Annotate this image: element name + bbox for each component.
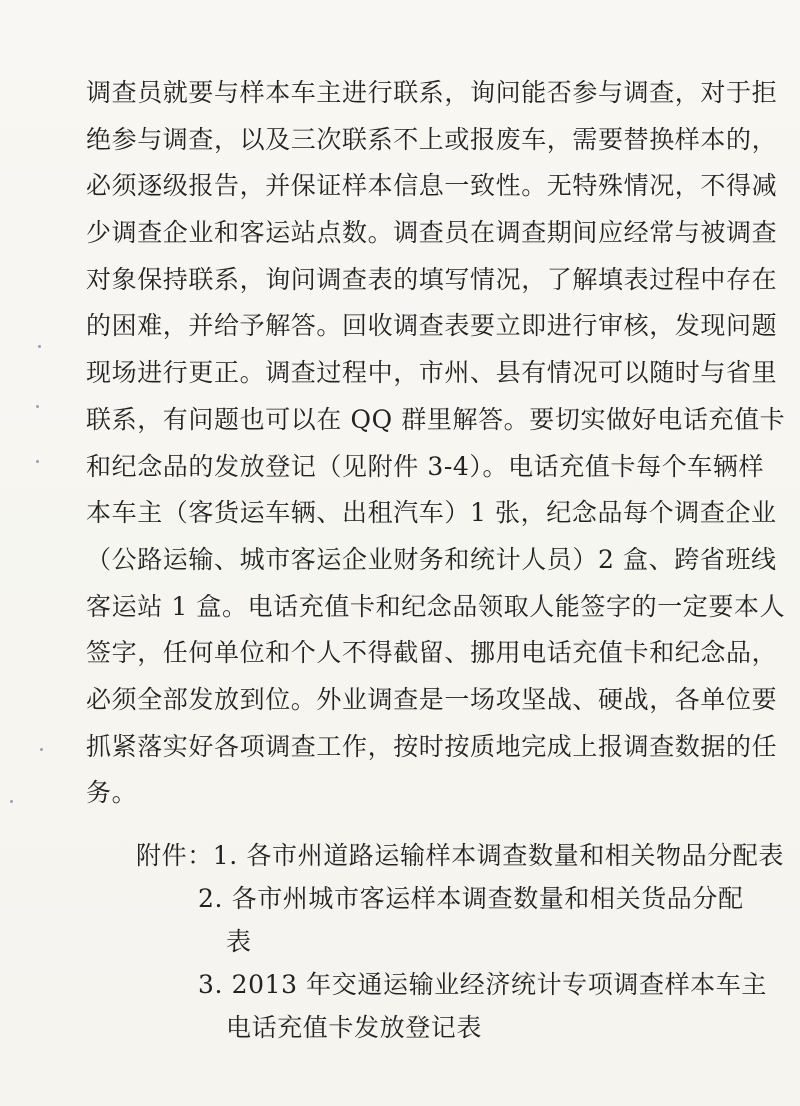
paragraph-line: 务。 bbox=[86, 778, 138, 808]
paragraph-line: 少调查企业和客运站点数。调查员在调查期间应经常与被调查 bbox=[86, 218, 778, 248]
paragraph-line: 调查员就要与样本车主进行联系，询问能否参与调查，对于拒 bbox=[86, 78, 778, 107]
scan-speck bbox=[40, 748, 43, 751]
attachments-list bbox=[136, 834, 785, 1049]
attachment-item-2: 2. 各市州城市客运样本调查数量和相关货品分配 bbox=[198, 884, 744, 913]
paragraph-line: 必须全部发放到位。外业调查是一场攻坚战、硬战，各单位要 bbox=[86, 684, 778, 714]
attachment-item-3: 3. 2013 年交通运输业经济统计专项调查样本车主 bbox=[198, 970, 767, 999]
attachment-item-2-continued: 表 bbox=[226, 927, 252, 956]
paragraph-line: 绝参与调查，以及三次联系不上或报废车，需要替换样本的， bbox=[86, 124, 778, 154]
paragraph-line: 对象保持联系，询问调查表的填写情况，了解填表过程中存在 bbox=[86, 264, 778, 294]
paragraph-line: （公路运输、城市客运企业财务和统计人员）2 盒、跨省班线 bbox=[86, 544, 777, 574]
paragraph-line: 必须逐级报告，并保证样本信息一致性。无特殊情况，不得减 bbox=[86, 171, 778, 201]
scan-speck bbox=[38, 345, 41, 348]
paragraph-line: 抓紧落实好各项调查工作，按时按质地完成上报调查数据的任 bbox=[86, 731, 778, 761]
paragraph-line: 客运站 1 盒。电话充值卡和纪念品领取人能签字的一定要本人 bbox=[86, 591, 786, 621]
attachment-item-1: 附件：1. 各市州道路运输样本调查数量和相关物品分配表 bbox=[136, 841, 785, 870]
scan-speck bbox=[36, 460, 39, 463]
paragraph-line: 联系，有问题也可以在 QQ 群里解答。要切实做好电话充值卡 bbox=[86, 404, 786, 434]
paragraph-line: 现场进行更正。调查过程中，市州、县有情况可以随时与省里 bbox=[86, 358, 778, 388]
scan-speck bbox=[10, 800, 13, 803]
body-paragraph bbox=[86, 70, 786, 817]
paragraph-line: 和纪念品的发放登记（见附件 3-4）。电话充值卡每个车辆样 bbox=[86, 451, 765, 481]
attachment-item-3-continued: 电话充值卡发放登记表 bbox=[226, 1013, 483, 1042]
paragraph-line: 本车主（客货运车辆、出租汽车）1 张，纪念品每个调查企业 bbox=[86, 498, 777, 528]
paragraph-line: 的困难，并给予解答。回收调查表要立即进行审核，发现问题 bbox=[86, 311, 778, 341]
scan-speck bbox=[36, 405, 39, 408]
paragraph-line: 签字，任何单位和个人不得截留、挪用电话充值卡和纪念品， bbox=[86, 638, 778, 668]
